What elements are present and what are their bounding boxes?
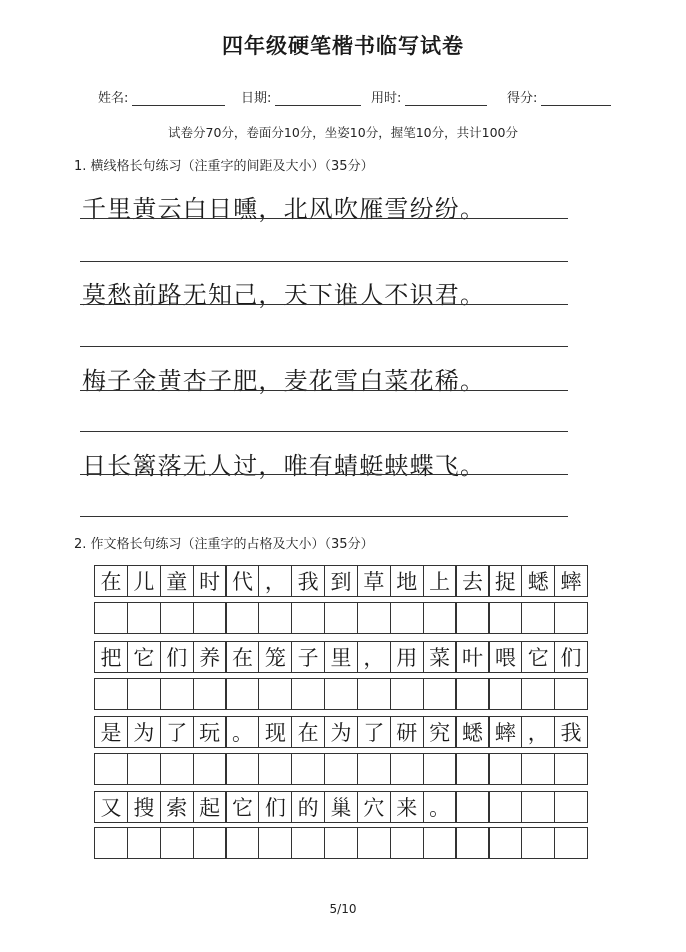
writing-line bbox=[80, 218, 568, 219]
name-field bbox=[98, 87, 225, 106]
section2-title: 2. 作文格长句练习（注重字的占格及大小）（35分） bbox=[74, 537, 374, 552]
page-title: 四年级硬笔楷书临写试卷 bbox=[222, 34, 464, 58]
time-blank[interactable] bbox=[405, 89, 487, 106]
grid-cell: 研 bbox=[390, 716, 424, 748]
score-label: 得分: bbox=[507, 91, 538, 106]
grid-cell: 穴 bbox=[357, 791, 391, 823]
grid-cell-blank[interactable] bbox=[193, 827, 227, 859]
grid-cell: 的 bbox=[291, 791, 325, 823]
grid-cell: 。 bbox=[423, 791, 457, 823]
grid-cell: 玩 bbox=[193, 716, 227, 748]
grid-cell: 子 bbox=[291, 641, 325, 673]
page-number: 5/10 bbox=[329, 902, 357, 916]
grid-cell bbox=[521, 791, 555, 823]
grid-cell-blank[interactable] bbox=[390, 827, 424, 859]
grid-cell: 是 bbox=[94, 716, 128, 748]
grid-cell-blank[interactable] bbox=[423, 678, 457, 710]
grid-cell-blank[interactable] bbox=[94, 602, 128, 634]
grid-cell-blank[interactable] bbox=[258, 678, 292, 710]
grid-cell bbox=[554, 791, 588, 823]
grid-cell: 蟀 bbox=[554, 565, 588, 597]
grid-cell-blank[interactable] bbox=[160, 753, 194, 785]
grid-cell: 了 bbox=[357, 716, 391, 748]
grid-cell-blank[interactable] bbox=[488, 678, 522, 710]
grid-cell: 蟀 bbox=[488, 716, 522, 748]
section1-title: 1. 横线格长句练习（注重字的间距及大小）（35分） bbox=[74, 159, 374, 174]
grid-cell-blank[interactable] bbox=[258, 827, 292, 859]
grid-cell-blank[interactable] bbox=[455, 753, 489, 785]
grid-cell-blank[interactable] bbox=[554, 678, 588, 710]
time-label: 用时: bbox=[371, 91, 402, 106]
grid-cell-blank[interactable] bbox=[324, 678, 358, 710]
grid-cell: ， bbox=[357, 641, 391, 673]
grid-cell-blank[interactable] bbox=[291, 753, 325, 785]
grid-cell: 儿 bbox=[127, 565, 161, 597]
grid-cell-blank[interactable] bbox=[357, 678, 391, 710]
grid-cell: 草 bbox=[357, 565, 391, 597]
grid-cell: 童 bbox=[160, 565, 194, 597]
grid-cell-blank[interactable] bbox=[291, 678, 325, 710]
grid-cell: 上 bbox=[423, 565, 457, 597]
grid-cell-blank[interactable] bbox=[324, 827, 358, 859]
writing-line bbox=[80, 304, 568, 305]
grid-cell: 来 bbox=[390, 791, 424, 823]
grid-cell: 叶 bbox=[455, 641, 489, 673]
grid-cell-blank[interactable] bbox=[455, 602, 489, 634]
grid-cell: 。 bbox=[225, 716, 259, 748]
grid-cell: 养 bbox=[193, 641, 227, 673]
grid-cell-blank[interactable] bbox=[455, 678, 489, 710]
score-blank[interactable] bbox=[541, 89, 611, 106]
grid-cell: ， bbox=[521, 716, 555, 748]
grid-cell: 蟋 bbox=[455, 716, 489, 748]
grid-cell-blank[interactable] bbox=[160, 678, 194, 710]
grid-row-text bbox=[94, 565, 588, 597]
grid-cell-blank[interactable] bbox=[488, 827, 522, 859]
score-field bbox=[507, 87, 611, 106]
grid-row-text bbox=[94, 716, 588, 748]
grid-cell-blank[interactable] bbox=[455, 827, 489, 859]
grid-cell-blank[interactable] bbox=[423, 602, 457, 634]
grid-cell: 在 bbox=[94, 565, 128, 597]
grid-cell-blank[interactable] bbox=[521, 602, 555, 634]
writing-line bbox=[80, 474, 568, 475]
writing-line bbox=[80, 261, 568, 262]
grid-cell-blank[interactable] bbox=[127, 678, 161, 710]
writing-line bbox=[80, 390, 568, 391]
writing-line bbox=[80, 431, 568, 432]
grid-cell-blank[interactable] bbox=[160, 602, 194, 634]
grid-cell-blank[interactable] bbox=[193, 602, 227, 634]
grid-cell-blank[interactable] bbox=[488, 753, 522, 785]
grid-cell-blank[interactable] bbox=[225, 678, 259, 710]
grid-cell: 代 bbox=[225, 565, 259, 597]
grid-cell-blank[interactable] bbox=[488, 602, 522, 634]
grid-row-blank bbox=[94, 753, 588, 785]
grid-cell: 为 bbox=[127, 716, 161, 748]
grid-cell: 时 bbox=[193, 565, 227, 597]
grid-cell-blank[interactable] bbox=[160, 827, 194, 859]
practice-line-text-2: 莫愁前路无知己，天下谁人不识君。 bbox=[82, 281, 486, 309]
grid-cell-blank[interactable] bbox=[357, 602, 391, 634]
grid-cell-blank[interactable] bbox=[258, 753, 292, 785]
grid-cell: 索 bbox=[160, 791, 194, 823]
name-label: 姓名: bbox=[98, 91, 129, 106]
grid-cell: 它 bbox=[127, 641, 161, 673]
grid-cell: 我 bbox=[291, 565, 325, 597]
grid-cell-blank[interactable] bbox=[423, 827, 457, 859]
grid-cell-blank[interactable] bbox=[127, 753, 161, 785]
grid-cell: 去 bbox=[455, 565, 489, 597]
grid-cell-blank[interactable] bbox=[554, 827, 588, 859]
practice-line-text-4: 日长篱落无人过，唯有蜻蜓蛱蝶飞。 bbox=[82, 452, 486, 480]
grid-cell: 它 bbox=[225, 791, 259, 823]
grid-cell: 捉 bbox=[488, 565, 522, 597]
date-field bbox=[241, 87, 361, 106]
grid-cell bbox=[455, 791, 489, 823]
grid-cell: 地 bbox=[390, 565, 424, 597]
grid-cell: 在 bbox=[291, 716, 325, 748]
grid-cell-blank[interactable] bbox=[225, 602, 259, 634]
grid-cell-blank[interactable] bbox=[94, 827, 128, 859]
grid-cell: 了 bbox=[160, 716, 194, 748]
grid-cell: 把 bbox=[94, 641, 128, 673]
grid-cell: 在 bbox=[225, 641, 259, 673]
grid-cell: 里 bbox=[324, 641, 358, 673]
grid-cell-blank[interactable] bbox=[390, 602, 424, 634]
grid-cell: 蟋 bbox=[521, 565, 555, 597]
grid-cell: ， bbox=[258, 565, 292, 597]
grid-cell: 们 bbox=[160, 641, 194, 673]
grid-cell-blank[interactable] bbox=[357, 827, 391, 859]
grid-cell-blank[interactable] bbox=[193, 753, 227, 785]
grid-cell-blank[interactable] bbox=[324, 753, 358, 785]
date-blank[interactable] bbox=[275, 89, 361, 106]
grid-cell-blank[interactable] bbox=[554, 602, 588, 634]
grid-cell-blank[interactable] bbox=[193, 678, 227, 710]
grid-cell bbox=[488, 791, 522, 823]
grid-cell-blank[interactable] bbox=[94, 753, 128, 785]
grid-cell-blank[interactable] bbox=[324, 602, 358, 634]
writing-line bbox=[80, 516, 568, 517]
grid-cell: 们 bbox=[554, 641, 588, 673]
grid-cell: 喂 bbox=[488, 641, 522, 673]
practice-line-text-1: 千里黄云白日曛，北风吹雁雪纷纷。 bbox=[82, 195, 486, 223]
time-field bbox=[371, 87, 487, 106]
grid-cell: 我 bbox=[554, 716, 588, 748]
grid-cell-blank[interactable] bbox=[225, 827, 259, 859]
grid-cell-blank[interactable] bbox=[225, 753, 259, 785]
scoring-note: 试卷分70分，卷面分10分，坐姿10分，握笔10分，共计100分 bbox=[168, 125, 518, 140]
grid-cell-blank[interactable] bbox=[521, 827, 555, 859]
grid-cell-blank[interactable] bbox=[291, 602, 325, 634]
grid-cell-blank[interactable] bbox=[94, 678, 128, 710]
grid-cell: 究 bbox=[423, 716, 457, 748]
grid-cell: 又 bbox=[94, 791, 128, 823]
grid-cell: 到 bbox=[324, 565, 358, 597]
grid-cell: 们 bbox=[258, 791, 292, 823]
grid-cell-blank[interactable] bbox=[390, 678, 424, 710]
grid-cell-blank[interactable] bbox=[521, 678, 555, 710]
grid-row-blank bbox=[94, 678, 588, 710]
grid-row-text bbox=[94, 791, 588, 823]
practice-line-text-3: 梅子金黄杏子肥，麦花雪白菜花稀。 bbox=[82, 367, 486, 395]
grid-cell: 搜 bbox=[127, 791, 161, 823]
date-label: 日期: bbox=[241, 91, 272, 106]
grid-cell-blank[interactable] bbox=[127, 602, 161, 634]
grid-cell-blank[interactable] bbox=[521, 753, 555, 785]
grid-cell-blank[interactable] bbox=[258, 602, 292, 634]
grid-row-text bbox=[94, 641, 588, 673]
grid-cell-blank[interactable] bbox=[291, 827, 325, 859]
grid-cell: 用 bbox=[390, 641, 424, 673]
grid-cell-blank[interactable] bbox=[127, 827, 161, 859]
grid-cell: 菜 bbox=[423, 641, 457, 673]
grid-cell-blank[interactable] bbox=[390, 753, 424, 785]
grid-cell: 为 bbox=[324, 716, 358, 748]
name-blank[interactable] bbox=[132, 89, 225, 106]
grid-cell-blank[interactable] bbox=[423, 753, 457, 785]
grid-cell: 它 bbox=[521, 641, 555, 673]
grid-cell: 巢 bbox=[324, 791, 358, 823]
grid-cell: 起 bbox=[193, 791, 227, 823]
writing-line bbox=[80, 346, 568, 347]
grid-cell-blank[interactable] bbox=[357, 753, 391, 785]
grid-row-blank bbox=[94, 827, 588, 859]
grid-cell: 现 bbox=[258, 716, 292, 748]
grid-cell-blank[interactable] bbox=[554, 753, 588, 785]
grid-cell: 笼 bbox=[258, 641, 292, 673]
grid-row-blank bbox=[94, 602, 588, 634]
